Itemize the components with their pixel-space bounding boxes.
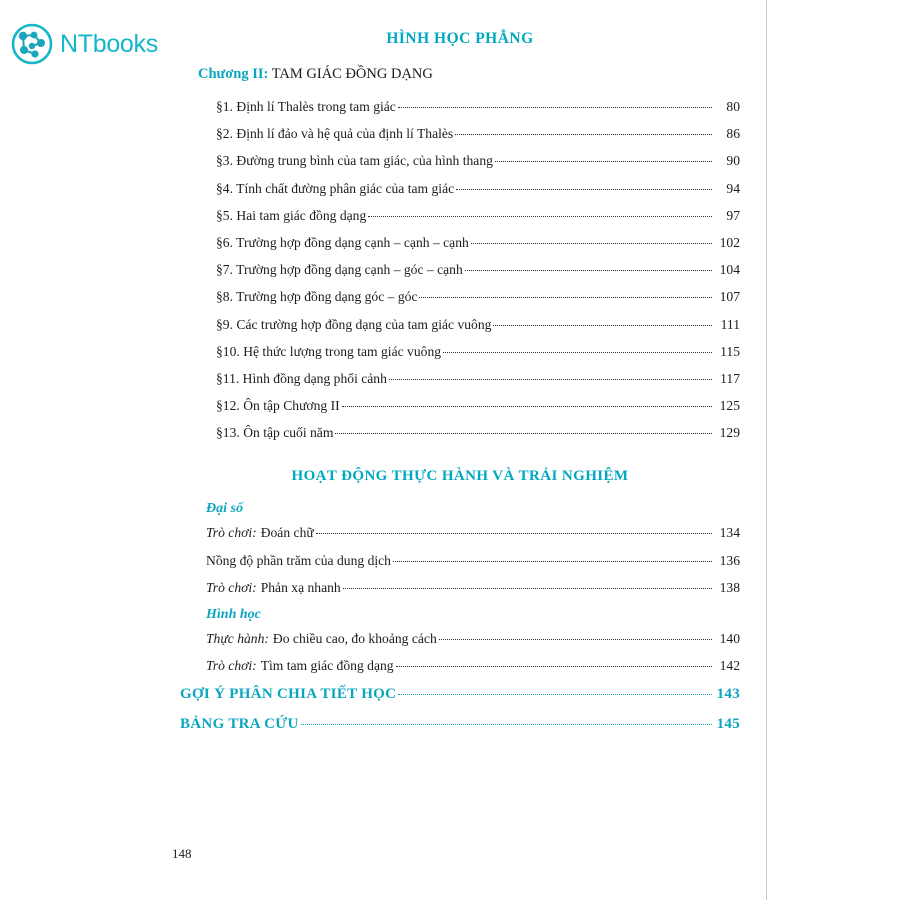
toc-entry-label: Tìm tam giác đồng dạng <box>260 658 394 674</box>
chapter-name: TAM GIÁC ĐỒNG DẠNG <box>271 66 433 82</box>
toc-entry-page: 125 <box>719 398 740 414</box>
subject-heading-geometry: Hình học <box>206 607 261 622</box>
toc-entry-label: Đo chiều cao, đo khoảng cách <box>272 631 437 646</box>
toc-entry[interactable] <box>180 147 740 174</box>
toc-entry-label: §1. Định lí Thalès trong tam giác <box>216 99 396 114</box>
toc-entry-label: §9. Các trường hợp đồng dạng của tam giác vuông <box>216 316 492 332</box>
toc-entry[interactable] <box>180 365 740 392</box>
toc-entry[interactable] <box>180 120 740 147</box>
toc-entry-page: 94 <box>726 180 740 196</box>
brand-name: NTbooks <box>60 29 158 58</box>
toc-entry-page: 111 <box>720 316 740 332</box>
leader-dots <box>396 666 712 667</box>
toc-entry[interactable] <box>180 283 740 310</box>
toc-entry-prefix: Trò chơi: <box>206 658 257 674</box>
toc-entry-label: BẢNG TRA CỨU <box>180 716 299 733</box>
toc-entry-label: §7. Trường hợp đồng dạng cạnh – góc – cạnh <box>216 262 463 278</box>
leader-dots <box>342 406 712 407</box>
toc-entry-label: Đoán chữ <box>260 525 314 541</box>
toc-entry[interactable] <box>180 519 740 546</box>
leader-dots <box>301 724 712 725</box>
toc-entry-page: 138 <box>719 579 740 595</box>
toc-entry-label: §10. Hệ thức lượng trong tam giác vuông <box>216 343 442 359</box>
toc-entry-prefix: Trò chơi: <box>206 525 257 541</box>
subject-heading-algebra: Đại số <box>206 501 243 517</box>
toc-entry[interactable] <box>180 625 740 652</box>
tail-list <box>180 679 740 739</box>
toc-entry-page: 142 <box>719 658 740 674</box>
toc-entry[interactable] <box>180 419 740 446</box>
toc-entry-page: 86 <box>726 126 740 142</box>
toc-entry-page: 102 <box>719 234 740 250</box>
brand-logo <box>10 22 158 66</box>
toc-entry[interactable] <box>180 709 740 739</box>
leader-dots <box>495 161 712 162</box>
toc-entry[interactable] <box>180 311 740 338</box>
toc-container <box>180 30 740 739</box>
chapter-heading <box>198 66 740 83</box>
leader-dots <box>389 379 712 380</box>
toc-entry-page: 115 <box>720 343 740 359</box>
leader-dots <box>439 639 712 640</box>
leader-dots <box>471 243 712 244</box>
toc-entry-page: 90 <box>726 153 740 169</box>
toc-entry-label: §5. Hai tam giác đồng dạng <box>216 207 367 223</box>
toc-entry[interactable] <box>180 175 740 202</box>
leader-dots <box>393 561 712 562</box>
leader-dots <box>419 297 712 298</box>
toc-entry-page: 136 <box>719 552 740 568</box>
toc-entry-page: 143 <box>716 686 740 703</box>
chapter-label: Chương II: <box>198 66 269 82</box>
toc-entry-label: §12. Ôn tập Chương II <box>216 398 340 414</box>
leader-dots <box>335 433 712 434</box>
leader-dots <box>456 189 712 190</box>
toc-entry-page: 134 <box>719 525 740 541</box>
toc-entry[interactable] <box>180 338 740 365</box>
activities-list-geometry <box>180 625 740 679</box>
activities-heading: HOẠT ĐỘNG THỰC HÀNH VÀ TRẢI NGHIỆM <box>291 468 629 485</box>
leader-dots <box>368 216 712 217</box>
toc-entry[interactable] <box>180 679 740 709</box>
folio-page-number: 148 <box>172 846 192 861</box>
toc-entry-page: 97 <box>726 207 740 223</box>
toc-entry-label: §6. Trường hợp đồng dạng cạnh – cạnh – cạnh <box>216 234 469 250</box>
toc-entry-page: 140 <box>719 631 740 646</box>
toc-entry-prefix: Trò chơi: <box>206 579 257 595</box>
toc-entry-label: §3. Đường trung bình của tam giác, của hình thang <box>216 153 493 169</box>
toc-entry-label: Nồng độ phần trăm của dung dịch <box>206 552 391 568</box>
toc-entry-page: 107 <box>719 289 740 305</box>
toc-entry-page: 145 <box>716 716 740 733</box>
toc-entry-page: 129 <box>719 425 740 441</box>
leader-dots <box>493 325 712 326</box>
page-title: HÌNH HỌC PHẲNG <box>386 30 534 47</box>
toc-entry-label: §13. Ôn tập cuối năm <box>216 425 334 441</box>
toc-entry[interactable] <box>180 392 740 419</box>
toc-entry[interactable] <box>180 93 740 120</box>
toc-entry[interactable] <box>180 574 740 601</box>
toc-entry[interactable] <box>180 547 740 574</box>
toc-entry[interactable] <box>180 202 740 229</box>
leader-dots <box>398 694 712 695</box>
leader-dots <box>343 588 712 589</box>
leader-dots <box>398 107 712 108</box>
toc-entry-label: §8. Trường hợp đồng dạng góc – góc <box>216 289 418 305</box>
toc-entry-label: GỢI Ý PHÂN CHIA TIẾT HỌC <box>180 686 397 703</box>
toc-entry[interactable] <box>180 256 740 283</box>
toc-entry-label: §11. Hình đồng dạng phối cảnh <box>216 370 387 386</box>
page-edge-rule <box>766 0 767 900</box>
toc-entry-prefix: Thực hành: <box>206 631 269 646</box>
toc-entry-label: Phản xạ nhanh <box>260 579 341 595</box>
toc-list <box>180 93 740 446</box>
toc-entry[interactable] <box>180 229 740 256</box>
leader-dots <box>465 270 712 271</box>
toc-entry-label: §4. Tính chất đường phân giác của tam giác <box>216 180 455 196</box>
leader-dots <box>316 533 712 534</box>
toc-entry-label: §2. Định lí đảo và hệ quả của định lí Thalès <box>216 126 454 142</box>
toc-entry[interactable] <box>180 652 740 679</box>
leader-dots <box>443 352 712 353</box>
toc-entry-page: 104 <box>719 262 740 278</box>
molecule-icon <box>10 22 54 66</box>
toc-entry-page: 80 <box>726 99 740 114</box>
toc-entry-page: 117 <box>720 370 740 386</box>
leader-dots <box>455 134 712 135</box>
activities-list-algebra <box>180 519 740 601</box>
